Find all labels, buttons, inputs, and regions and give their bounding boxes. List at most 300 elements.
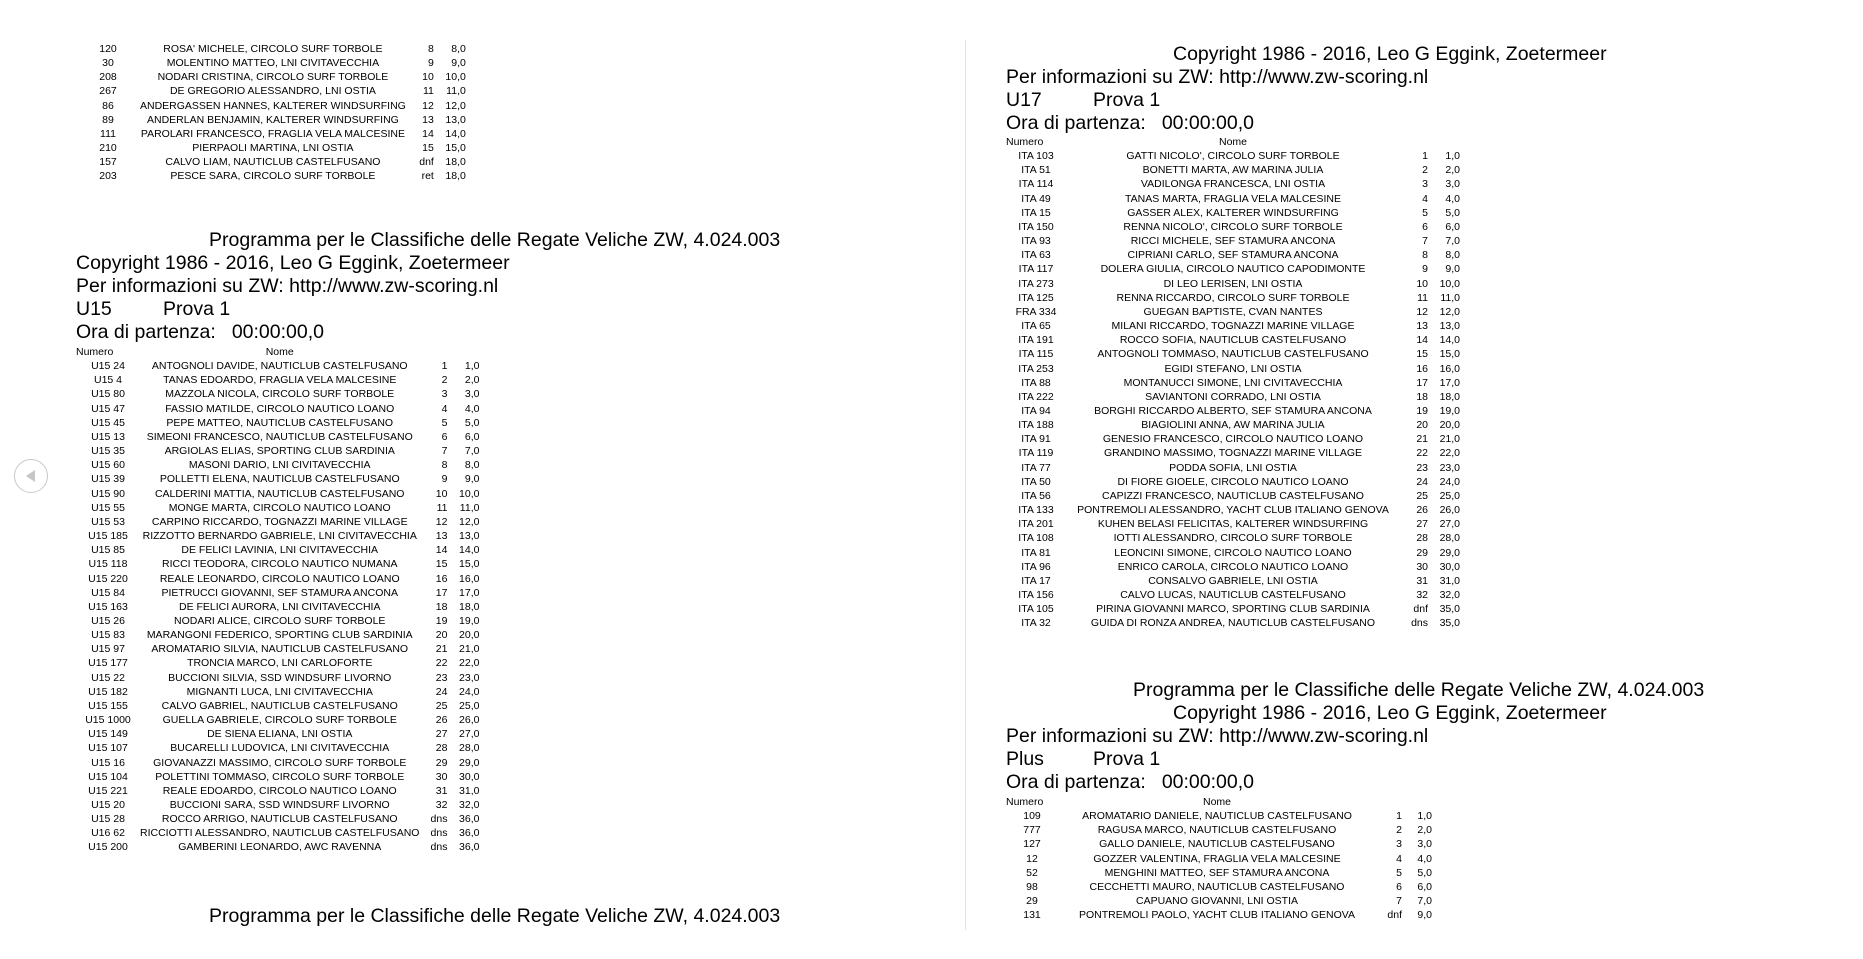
right-page [966, 0, 1863, 959]
name-cell: GATTI NICOLO', CIRCOLO SURF TORBOLE [1126, 150, 1340, 163]
name-cell: GRANDINO MASSIMO, TOGNAZZI MARINE VILLAGE [1103, 447, 1363, 460]
name-cell: TANAS EDOARDO, FRAGLIA VELA MALCESINE [163, 374, 397, 387]
points-cell: 7,0 [1417, 895, 1432, 908]
number-cell: ITA 150 [1018, 220, 1054, 233]
name-cell: EGIDI STEFANO, LNI OSTIA [1164, 362, 1302, 375]
result-row [1006, 588, 1460, 602]
position-cell: 5 [441, 416, 448, 429]
number-cell: U15 35 [91, 445, 125, 458]
points-cell: 8,0 [451, 43, 466, 55]
result-row [1006, 418, 1460, 432]
result-row [1006, 220, 1460, 234]
number-cell: ITA 222 [1018, 390, 1054, 403]
number-cell: ITA 201 [1018, 518, 1054, 531]
result-row [76, 141, 466, 155]
number-cell: ITA 105 [1018, 603, 1054, 616]
position-cell: 8 [1422, 249, 1428, 262]
number-cell: U15 83 [91, 629, 125, 642]
points-cell: 24,0 [459, 685, 480, 698]
position-cell: 29 [1416, 546, 1428, 559]
points-cell: 12,0 [445, 99, 466, 112]
start-time-line [1006, 112, 1428, 135]
number-cell: ITA 253 [1018, 362, 1054, 375]
name-cell: DE FELICI AURORA, LNI CIVITAVECCHIA [178, 600, 381, 613]
position-cell: 28 [435, 742, 448, 755]
heat-line [1006, 748, 1428, 771]
points-cell: 29,0 [459, 756, 480, 769]
name-cell: BORGHI RICCARDO ALBERTO, SEF STAMURA ANCONA [1094, 404, 1372, 417]
number-cell: ITA 119 [1018, 447, 1054, 460]
points-cell: 22,0 [459, 657, 480, 670]
start-time-line [1006, 771, 1428, 794]
number-cell: U15 200 [88, 841, 128, 854]
name-cell: DE FELICI LAVINIA, LNI CIVITAVECCHIA [181, 544, 379, 557]
result-row [1006, 192, 1460, 206]
name-cell: KUHEN BELASI FELICITAS, KALTERER WINDSURFING [1097, 518, 1369, 531]
position-cell: 31 [435, 784, 448, 797]
position-cell: dns [430, 841, 448, 854]
position-cell: 29 [435, 756, 448, 769]
result-row [76, 770, 479, 784]
position-cell: 31 [1416, 574, 1428, 587]
result-row [76, 628, 479, 642]
position-cell: 15 [422, 142, 434, 155]
points-cell: 5,0 [464, 416, 480, 429]
number-cell: U15 26 [91, 614, 125, 627]
result-row [76, 826, 479, 840]
name-cell: DE GREGORIO ALESSANDRO, LNI OSTIA [169, 85, 376, 98]
points-cell: 4,0 [1417, 852, 1432, 865]
points-cell: 13,0 [1439, 320, 1460, 333]
name-cell: PODDA SOFIA, LNI OSTIA [1169, 461, 1297, 474]
points-cell: 15,0 [445, 142, 466, 155]
points-cell: 23,0 [459, 671, 480, 684]
points-cell: 10,0 [445, 71, 466, 84]
position-cell: 5 [1422, 206, 1428, 219]
result-row [76, 642, 479, 656]
copyright-line: Copyright 1986 - 2016, Leo G Eggink, Zoetermeer [76, 252, 510, 274]
points-cell: 27,0 [1439, 518, 1460, 531]
points-cell: 21,0 [459, 643, 480, 656]
points-cell: 4,0 [464, 402, 480, 415]
points-cell: 11,0 [1440, 291, 1460, 304]
name-cell: MILANI RICCARDO, TOGNAZZI MARINE VILLAGE [1111, 320, 1355, 333]
position-cell: 7 [1396, 895, 1402, 908]
number-cell: 12 [1026, 852, 1038, 865]
position-cell: 3 [441, 388, 448, 401]
program-title-bottom: Programma per le Classifiche delle Regate Veliche ZW, 4.024.003 [209, 905, 781, 927]
result-row [1006, 574, 1460, 588]
number-cell: 203 [99, 170, 117, 183]
name-cell: MOLENTINO MATTEO, LNI CIVITAVECCHIA [166, 57, 380, 70]
points-cell: 18,0 [445, 156, 466, 169]
result-row [76, 458, 479, 472]
number-cell: U15 118 [88, 558, 128, 571]
name-cell: RICCIOTTI ALESSANDRO, NAUTICLUB CASTELFUSANO [140, 827, 420, 840]
points-cell: 28,0 [459, 742, 480, 755]
position-cell: 14 [435, 544, 448, 557]
category-label: U17 [1006, 89, 1042, 111]
points-cell: 20,0 [1439, 419, 1460, 432]
number-cell: U15 39 [91, 473, 125, 486]
info-line: Per informazioni su ZW: http://www.zw-scoring.nl [76, 275, 499, 297]
name-cell: MAZZOLA NICOLA, CIRCOLO SURF TORBOLE [165, 388, 395, 401]
position-cell: 6 [441, 430, 448, 443]
number-cell: 157 [99, 156, 117, 169]
points-cell: 21,0 [1439, 433, 1460, 446]
position-cell: 27 [1416, 518, 1428, 531]
position-cell: dns [430, 813, 448, 826]
number-cell: ITA 81 [1021, 546, 1051, 559]
start-time-label: Ora di partenza: [76, 321, 216, 343]
number-cell: U15 28 [91, 813, 125, 826]
position-cell: 21 [1416, 433, 1428, 446]
points-cell: 6,0 [1445, 220, 1460, 233]
points-cell: 10,0 [459, 487, 480, 500]
position-cell: 28 [1416, 532, 1428, 545]
number-cell: ITA 133 [1018, 504, 1054, 517]
number-cell: ITA 17 [1021, 574, 1051, 587]
position-cell: 9 [428, 57, 434, 70]
result-row [1006, 305, 1460, 319]
number-cell: ITA 125 [1018, 291, 1054, 304]
name-cell: GUELLA GABRIELE, CIRCOLO SURF TORBOLE [162, 714, 397, 727]
points-cell: 25,0 [1439, 489, 1460, 502]
number-cell: ITA 88 [1021, 376, 1051, 389]
name-cell: RENNA RICCARDO, CIRCOLO SURF TORBOLE [1116, 291, 1350, 304]
u17-results-block [1006, 135, 1460, 630]
number-cell: 127 [1023, 838, 1041, 851]
result-row [1006, 809, 1432, 823]
chevron-left-circle-icon [24, 468, 38, 484]
result-row [1006, 277, 1460, 291]
position-cell: 26 [1416, 504, 1428, 517]
start-time-label: Ora di partenza: [1006, 112, 1146, 134]
points-cell: 26,0 [459, 714, 480, 727]
number-cell: U15 16 [91, 756, 125, 769]
name-cell: MARANGONI FEDERICO, SPORTING CLUB SARDINIA [146, 629, 413, 642]
result-row [1006, 446, 1460, 460]
u15-header [76, 252, 510, 344]
result-row [1006, 248, 1460, 262]
points-cell: 9,0 [464, 473, 480, 486]
name-cell: PEPE MATTEO, NAUTICLUB CASTELFUSANO [166, 416, 394, 429]
points-cell: 18,0 [459, 600, 480, 613]
copyright-text: Copyright 1986 - 2016, Leo G Eggink, Zoetermeer [1173, 702, 1607, 724]
position-cell: 8 [428, 43, 434, 55]
name-cell: RIZZOTTO BERNARDO GABRIELE, LNI CIVITAVECCHIA [142, 530, 417, 543]
position-cell: 27 [435, 728, 448, 741]
points-cell: 16,0 [459, 572, 480, 585]
points-cell: 5,0 [1445, 206, 1460, 219]
position-cell: 5 [1396, 866, 1402, 879]
points-cell: 36,0 [459, 813, 480, 826]
result-row [1006, 602, 1460, 616]
points-cell: 26,0 [1439, 504, 1460, 517]
points-cell: 14,0 [445, 127, 466, 140]
result-row [76, 812, 479, 826]
position-cell: 6 [1396, 880, 1402, 893]
points-cell: 19,0 [1439, 404, 1460, 417]
previous-page-button[interactable] [14, 459, 48, 493]
position-cell: 20 [435, 629, 448, 642]
number-cell: ITA 65 [1021, 320, 1051, 333]
name-cell: ROCCO SOFIA, NAUTICLUB CASTELFUSANO [1119, 334, 1347, 347]
position-cell: 2 [1422, 164, 1428, 177]
result-row [76, 416, 479, 430]
points-cell: 18,0 [445, 170, 466, 183]
points-cell: 1,0 [464, 360, 480, 373]
name-cell: CONSALVO GABRIELE, LNI OSTIA [1148, 574, 1318, 587]
position-cell: 7 [441, 445, 448, 458]
number-cell: U15 221 [88, 784, 128, 797]
points-cell: 11,0 [446, 85, 466, 98]
result-row [1006, 531, 1460, 545]
position-cell: 7 [1422, 235, 1428, 248]
results-table-top [76, 42, 466, 184]
result-row [76, 671, 479, 685]
result-row [1006, 852, 1432, 866]
name-cell: RENNA NICOLO', CIRCOLO SURF TORBOLE [1123, 220, 1343, 233]
number-cell: U15 22 [91, 671, 125, 684]
name-cell: CAPUANO GIOVANNI, LNI OSTIA [1135, 895, 1298, 908]
name-cell: MIGNANTI LUCA, LNI CIVITAVECCHIA [186, 685, 373, 698]
points-cell: 31,0 [1439, 574, 1460, 587]
position-cell: 24 [435, 685, 448, 698]
position-cell: 16 [1416, 362, 1428, 375]
position-cell: ret [421, 170, 434, 183]
position-cell: dnf [1413, 603, 1428, 616]
number-cell: 111 [100, 127, 116, 140]
name-cell: DOLERA GIULIA, CIRCOLO NAUTICO CAPODIMONTE [1100, 263, 1366, 276]
name-cell: BUCARELLI LUDOVICA, LNI CIVITAVECCHIA [170, 742, 390, 755]
number-cell: 30 [102, 57, 114, 70]
position-cell: 11 [1417, 291, 1428, 304]
info-line: Per informazioni su ZW: http://www.zw-scoring.nl [1006, 725, 1429, 747]
position-cell: 11 [436, 501, 448, 514]
position-cell: 10 [1416, 277, 1428, 290]
result-row [1006, 262, 1460, 276]
points-cell: 35,0 [1439, 617, 1460, 630]
name-cell: PIERPAOLI MARTINA, LNI OSTIA [192, 142, 354, 155]
result-row [1006, 517, 1460, 531]
name-cell: TANAS MARTA, FRAGLIA VELA MALCESINE [1125, 192, 1341, 205]
number-cell: U15 80 [91, 388, 125, 401]
result-row [1006, 475, 1460, 489]
result-row [76, 600, 479, 614]
points-cell: 31,0 [459, 784, 480, 797]
start-time-value: 00:00:00,0 [1161, 771, 1254, 793]
category-label: Plus [1006, 748, 1044, 770]
points-cell: 17,0 [459, 586, 480, 599]
position-cell: dnf [419, 156, 434, 169]
position-cell: 13 [435, 530, 448, 543]
position-cell: 19 [435, 614, 448, 627]
points-cell: 1,0 [1417, 810, 1432, 823]
position-cell: 18 [435, 600, 448, 613]
position-cell: 1 [441, 360, 448, 373]
number-cell: ITA 77 [1021, 461, 1051, 474]
name-cell: RAGUSA MARCO, NAUTICLUB CASTELFUSANO [1097, 824, 1337, 837]
number-cell: ITA 49 [1021, 192, 1051, 205]
name-cell: PONTREMOLI ALESSANDRO, YACHT CLUB ITALIANO GENOVA [1077, 504, 1389, 517]
points-cell: 2,0 [1445, 164, 1460, 177]
number-cell: ITA 115 [1018, 348, 1054, 361]
position-cell: 14 [1416, 334, 1428, 347]
points-cell: 2,0 [1417, 824, 1432, 837]
number-cell: U15 163 [88, 600, 128, 613]
number-cell: U15 107 [88, 742, 128, 755]
result-row [76, 557, 479, 571]
position-cell: 6 [1422, 220, 1428, 233]
program-title: Programma per le Classifiche delle Regate Veliche ZW, 4.024.003 [209, 229, 781, 251]
number-cell: U15 84 [91, 586, 125, 599]
number-cell: U15 47 [91, 402, 125, 415]
number-cell: U15 90 [91, 487, 125, 500]
name-cell: BUCCIONI SARA, SSD WINDSURF LIVORNO [169, 799, 390, 811]
name-cell: ANDERGASSEN HANNES, KALTERER WINDSURFING [140, 99, 406, 112]
position-cell: dns [430, 827, 448, 840]
points-cell: 1,0 [1445, 150, 1460, 163]
number-cell: ITA 103 [1018, 150, 1054, 163]
position-cell: 19 [1416, 404, 1428, 417]
name-cell: DI LEO LERISEN, LNI OSTIA [1163, 277, 1303, 290]
position-cell: dnf [1387, 909, 1402, 922]
points-cell: 2,0 [464, 374, 480, 387]
number-cell: ITA 94 [1021, 404, 1051, 417]
name-cell: GAMBERINI LEONARDO, AWC RAVENNA [178, 841, 382, 854]
name-cell: REALE LEONARDO, CIRCOLO NAUTICO LOANO [159, 572, 400, 585]
name-cell: CARPINO RICCARDO, TOGNAZZI MARINE VILLAGE [151, 515, 408, 528]
name-cell: MONGE MARTA, CIRCOLO NAUTICO LOANO [168, 501, 391, 514]
result-row [1006, 503, 1460, 517]
number-cell: ITA 156 [1018, 589, 1054, 601]
name-cell: SAVIANTONI CORRADO, LNI OSTIA [1145, 390, 1321, 403]
result-row [1006, 616, 1460, 630]
number-cell: ITA 63 [1021, 249, 1051, 262]
points-cell: 9,0 [1445, 263, 1460, 276]
result-row [1006, 908, 1432, 922]
points-cell: 23,0 [1439, 461, 1460, 474]
number-cell: 52 [1026, 866, 1038, 879]
result-row [76, 784, 479, 798]
name-cell: MASONI DARIO, LNI CIVITAVECCHIA [188, 459, 371, 472]
position-cell: 12 [1416, 305, 1428, 318]
points-cell: 17,0 [1439, 376, 1460, 389]
result-row [76, 699, 479, 713]
points-cell: 12,0 [1439, 305, 1460, 318]
result-row [1006, 432, 1460, 446]
result-row [76, 543, 479, 557]
result-row [1006, 880, 1432, 894]
name-cell: POLETTINI TOMMASO, CIRCOLO SURF TORBOLE [155, 770, 405, 783]
number-cell: U15 155 [88, 699, 128, 712]
points-cell: 36,0 [459, 827, 480, 840]
u17-header [1006, 43, 1607, 135]
points-cell: 19,0 [459, 614, 480, 627]
number-cell: 267 [99, 85, 117, 98]
name-cell: RICCI TEODORA, CIRCOLO NAUTICO NUMANA [161, 558, 398, 571]
number-cell: U15 60 [91, 459, 125, 472]
points-cell: 14,0 [1439, 334, 1460, 347]
results-table-u17 [1006, 135, 1460, 630]
result-row [76, 501, 479, 515]
number-cell: 208 [99, 71, 117, 84]
number-cell: U15 220 [88, 572, 128, 585]
name-cell: GUEGAN BAPTISTE, CVAN NANTES [1143, 305, 1323, 318]
position-cell: 25 [1416, 489, 1428, 502]
result-row [1006, 560, 1460, 574]
name-cell: NODARI ALICE, CIRCOLO SURF TORBOLE [174, 614, 386, 627]
position-cell: 4 [1422, 192, 1428, 205]
position-cell: 11 [422, 85, 434, 98]
result-row [1006, 234, 1460, 248]
result-row [76, 487, 479, 501]
result-row [76, 614, 479, 628]
results-table-u15 [76, 345, 479, 855]
points-cell: 16,0 [1439, 362, 1460, 375]
name-cell: POLLETTI ELENA, NAUTICLUB CASTELFUSANO [159, 473, 400, 486]
result-row [1006, 362, 1460, 376]
points-cell: 9,0 [451, 57, 466, 70]
copyright-text: Copyright 1986 - 2016, Leo G Eggink, Zoetermeer [1173, 43, 1607, 65]
number-cell: ITA 32 [1021, 617, 1051, 630]
column-header-numero: Numero [76, 346, 114, 358]
result-row [76, 169, 466, 183]
result-row [76, 444, 479, 458]
number-cell: ITA 51 [1021, 164, 1051, 177]
position-cell: 12 [435, 515, 448, 528]
position-cell: 17 [435, 586, 448, 599]
info-line: Per informazioni su ZW: http://www.zw-scoring.nl [1006, 66, 1429, 88]
result-row [76, 373, 479, 387]
number-cell: ITA 273 [1018, 277, 1054, 290]
race-label: Prova 1 [1093, 89, 1161, 111]
result-row [1006, 347, 1460, 361]
position-cell: 2 [1396, 824, 1402, 837]
heat-line [76, 298, 510, 321]
position-cell: 21 [435, 643, 448, 656]
number-cell: U15 1000 [85, 714, 131, 727]
result-row [1006, 333, 1460, 347]
points-cell: 24,0 [1439, 475, 1460, 488]
result-row [76, 713, 479, 727]
name-cell: MONTANUCCI SIMONE, LNI CIVITAVECCHIA [1123, 376, 1343, 389]
result-row [76, 529, 479, 543]
points-cell: 36,0 [459, 841, 480, 854]
number-cell: U15 182 [88, 685, 128, 698]
result-row [76, 56, 466, 70]
position-cell: 4 [441, 402, 448, 415]
name-cell: FASSIO MATILDE, CIRCOLO NAUTICO LOANO [165, 402, 395, 415]
column-header-nome: Nome [265, 346, 294, 358]
result-row [76, 798, 479, 812]
number-cell: FRA 334 [1015, 305, 1057, 318]
result-row [1006, 837, 1432, 851]
name-cell: ANTOGNOLI DAVIDE, NAUTICLUB CASTELFUSANO [151, 360, 408, 373]
name-cell: ARGIOLAS ELIAS, SPORTING CLUB SARDINIA [164, 445, 395, 458]
points-cell: 35,0 [1439, 603, 1460, 616]
name-cell: PIRINA GIOVANNI MARCO, SPORTING CLUB SARDINIA [1096, 603, 1370, 616]
name-cell: CALVO GABRIEL, NAUTICLUB CASTELFUSANO [161, 699, 398, 712]
position-cell: 23 [435, 671, 448, 684]
position-cell: 9 [441, 473, 448, 486]
name-cell: TRONCIA MARCO, LNI CARLOFORTE [187, 657, 373, 670]
points-cell: 13,0 [459, 530, 480, 543]
name-cell: DI FIORE GIOELE, CIRCOLO NAUTICO LOANO [1117, 475, 1349, 488]
name-cell: DE SIENA ELIANA, LNI OSTIA [207, 728, 353, 741]
points-cell: 3,0 [1445, 178, 1460, 191]
